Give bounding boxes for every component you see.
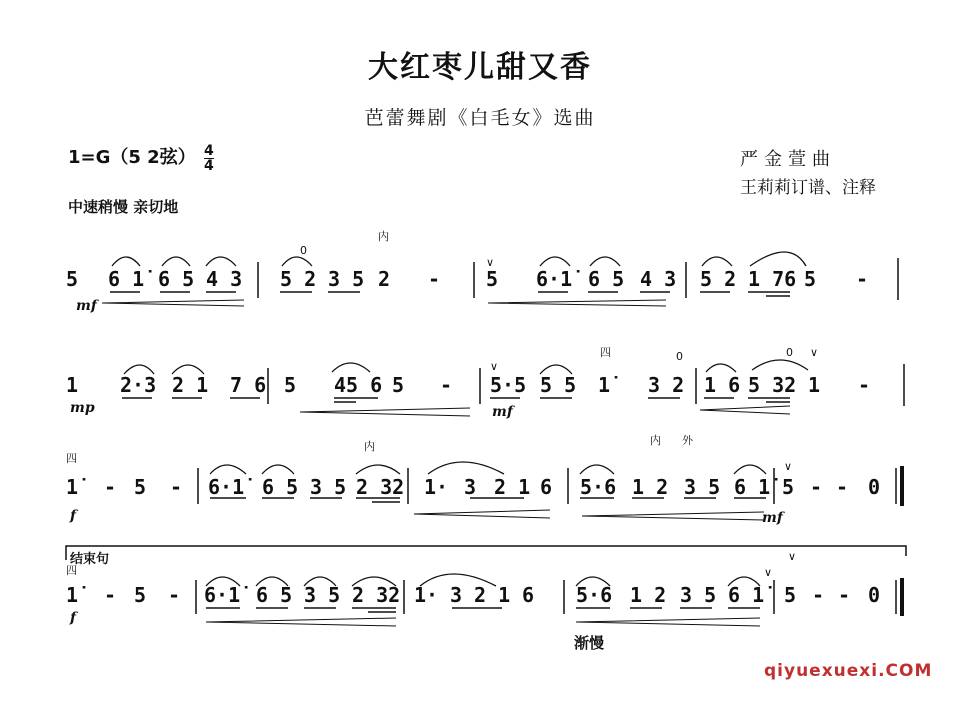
note: 6 1̇ — [108, 267, 145, 291]
note: 5 — [784, 583, 797, 607]
note: 5·5 — [490, 373, 527, 397]
barlines — [66, 258, 906, 616]
note: 6 — [522, 583, 535, 607]
note: - — [104, 475, 117, 499]
note: 4 3 — [640, 267, 677, 291]
note: - — [170, 475, 183, 499]
note: 3 — [450, 583, 463, 607]
note: 7 6 — [230, 373, 267, 397]
note: 1̇ — [66, 583, 79, 607]
note: - — [812, 583, 825, 607]
note: 2 1 — [172, 373, 209, 397]
note: 2 — [378, 267, 391, 291]
note: 6 1̇ — [728, 583, 765, 607]
note: 5 — [804, 267, 817, 291]
note: 1 — [66, 373, 79, 397]
dynamic-mark: f — [70, 508, 77, 524]
note: 5 — [134, 475, 147, 499]
note: 6 1̇ — [734, 475, 771, 499]
ritardando-label: 渐慢 — [574, 634, 605, 652]
note: 1 6 — [704, 373, 741, 397]
note: - — [440, 373, 453, 397]
note: 6·1̇ — [536, 267, 573, 291]
composer-credit: 严金萱曲 — [740, 149, 836, 170]
note: 3 5 — [304, 583, 341, 607]
bow-up: ∨ — [764, 566, 773, 579]
note: - — [838, 583, 851, 607]
note: 1̇ — [66, 475, 79, 499]
note: 1 76 — [748, 267, 797, 291]
note: 6 5 — [256, 583, 293, 607]
note: - — [836, 475, 849, 499]
note: 0 — [868, 475, 881, 499]
fingering-inner: 内 — [364, 440, 375, 453]
bow-up: ∨ — [784, 460, 793, 473]
note: 3 5 — [328, 267, 365, 291]
fingering-zero: 0 — [676, 350, 683, 363]
note: - — [858, 373, 871, 397]
score-subtitle: 芭蕾舞剧《白毛女》选曲 — [364, 107, 596, 129]
note: 1̇ — [598, 373, 611, 397]
note: 5 — [284, 373, 297, 397]
note: 4 3 — [206, 267, 243, 291]
note: 1· — [414, 583, 439, 607]
note: - — [428, 267, 441, 291]
note: 45 6 — [334, 373, 383, 397]
dynamic-mark: mf — [76, 298, 97, 314]
note: 5 5 — [540, 373, 577, 397]
note: 3 5 — [684, 475, 721, 499]
note: 6·1̇ — [208, 475, 245, 499]
time-numerator: 4 — [203, 142, 214, 159]
watermark-logo: qiyuexuexi.COM — [764, 661, 933, 681]
note: 3 5 — [680, 583, 717, 607]
ending-label: 结束句 — [70, 552, 110, 567]
note: 5 — [782, 475, 795, 499]
time-denominator: 4 — [203, 157, 214, 174]
fingering-zero: 0 — [300, 244, 307, 257]
note: 6 5 — [158, 267, 195, 291]
editor-credit: 王莉莉订谱、注释 — [740, 178, 876, 198]
note: 5 — [486, 267, 499, 291]
bow-up: ∨ — [486, 256, 495, 269]
fingering-inner: 内 — [378, 230, 389, 243]
score-title: 大红枣儿甜又香 — [368, 50, 592, 85]
notes — [66, 267, 880, 607]
note: 2 1 — [494, 475, 531, 499]
note: 3 2 — [648, 373, 685, 397]
hairpins — [102, 300, 793, 626]
fingering-inner: 内 — [650, 434, 661, 447]
fingering-four: 四 — [600, 346, 611, 359]
note: 6 — [540, 475, 553, 499]
bow-up: ∨ — [788, 550, 797, 563]
note: 6 5 — [262, 475, 299, 499]
tempo-marking: 中速稍慢 亲切地 — [68, 198, 179, 216]
key-text: 1=G（5 2弦） — [68, 147, 196, 168]
note: - — [810, 475, 823, 499]
fingering-four: 四 — [66, 564, 77, 577]
bow-up: ∨ — [810, 346, 819, 359]
dynamic-mark: mf — [492, 404, 513, 420]
note: 5·6 — [576, 583, 613, 607]
note: 2 32 — [356, 475, 405, 499]
note: 5 32 — [748, 373, 797, 397]
note: 2·3 — [120, 373, 157, 397]
note: - — [856, 267, 869, 291]
fingering-four: 四 — [66, 452, 77, 465]
note: 3 5 — [310, 475, 347, 499]
note: 6·1̇ — [204, 583, 241, 607]
note: 5 2 — [700, 267, 737, 291]
slurs — [112, 252, 808, 586]
note: 2 1 — [474, 583, 511, 607]
note: 5 2 — [280, 267, 317, 291]
note: 1 — [808, 373, 821, 397]
note: 5 — [66, 267, 79, 291]
note: 1· — [424, 475, 449, 499]
fingering-outer: 外 — [682, 434, 693, 447]
note: 5 — [134, 583, 147, 607]
note: 0 — [868, 583, 881, 607]
dynamic-mark: mf — [762, 510, 783, 526]
note: 3 — [464, 475, 477, 499]
note: 5 — [392, 373, 405, 397]
dynamic-mark: mp — [70, 400, 95, 416]
note: 1 2 — [632, 475, 669, 499]
dynamic-mark: f — [70, 610, 77, 626]
note: 2 32 — [352, 583, 401, 607]
note: 5·6 — [580, 475, 617, 499]
fingering-zero: 0 — [786, 346, 793, 359]
note: - — [168, 583, 181, 607]
note: 6 5 — [588, 267, 625, 291]
note: - — [104, 583, 117, 607]
note: 1 2 — [630, 583, 667, 607]
bow-up: ∨ — [490, 360, 499, 373]
beams — [110, 292, 793, 612]
